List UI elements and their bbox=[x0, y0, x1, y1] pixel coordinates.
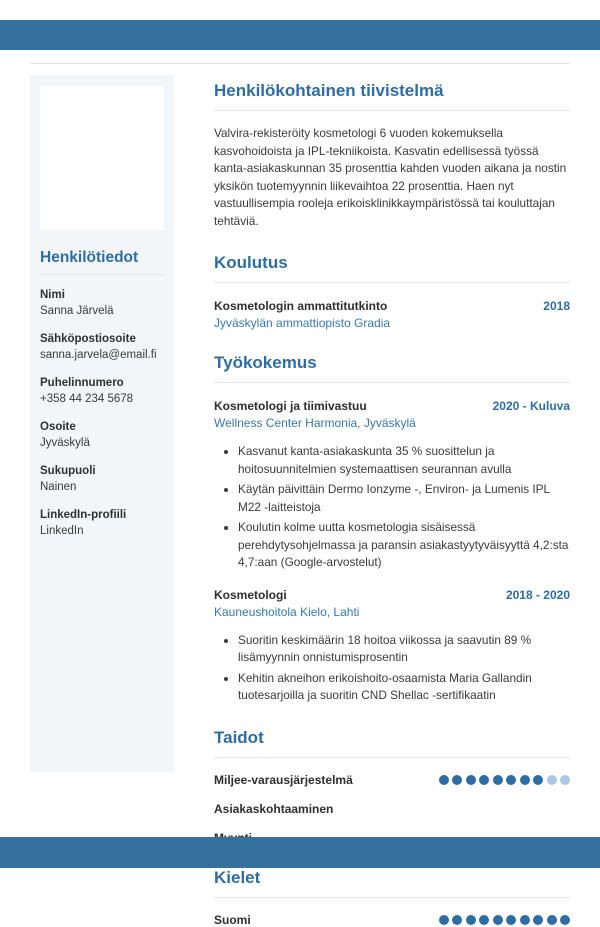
job-title: Kosmetologi ja tiimivastuu bbox=[214, 399, 367, 413]
field-label: Nimi bbox=[40, 289, 65, 301]
field-name bbox=[40, 289, 164, 319]
section-languages bbox=[214, 868, 570, 927]
skill-name: Asiakaskohtaaminen bbox=[214, 801, 334, 816]
entry-date: 2020 - Kuluva bbox=[492, 399, 570, 413]
section-title: Kielet bbox=[214, 868, 570, 898]
company-name: Wellness Center Harmonia, Jyväskylä bbox=[214, 416, 416, 430]
field-address bbox=[40, 421, 164, 451]
section-education bbox=[214, 253, 570, 330]
content-columns bbox=[30, 75, 570, 927]
summary-text: Valvira-rekisteröity kosmetologi 6 vuoden kokemuksella kasvohoidoista ja IPL-tekniikoista. Kasvatin edellisessä työssä kanta-asiakaskunnan 35 prosenttia kahden vuoden aikana ja nostin yksikön tuotemyynnin liikevaihtoa 22 prosenttia. Haen nyt vastuullisempia rooleja erikoisklinikkaympäristössä tai kouluttajan tehtäviä. bbox=[214, 126, 567, 228]
section-skills bbox=[214, 728, 570, 845]
entry-head bbox=[214, 299, 570, 313]
entry-head bbox=[214, 399, 570, 413]
job-bullets bbox=[214, 632, 570, 705]
section-title: Koulutus bbox=[214, 253, 570, 283]
field-label: Sähköpostiosoite bbox=[40, 333, 136, 345]
entry-date: 2018 bbox=[543, 299, 570, 313]
skill-rating-dots bbox=[439, 775, 571, 785]
school-name: Jyväskylän ammattiopisto Gradia bbox=[214, 316, 391, 330]
field-value: Jyväskylä bbox=[40, 437, 90, 449]
section-summary bbox=[214, 81, 570, 230]
field-label: Sukupuoli bbox=[40, 465, 96, 477]
field-label: Puhelinnumero bbox=[40, 377, 124, 389]
profile-photo-placeholder bbox=[40, 86, 164, 230]
field-label: LinkedIn-profiili bbox=[40, 509, 127, 521]
job-title: Kosmetologi bbox=[214, 587, 287, 602]
skill-row bbox=[214, 802, 570, 816]
job-bullet: • Kehitin akneihon erikoishoito-osaamista Maria Gallandin tuotesarjoilla ja suoritin CND Shellac -sertifikaatin bbox=[238, 670, 570, 705]
language-name: Suomi bbox=[214, 912, 251, 927]
section-title: Työkokemus bbox=[214, 353, 570, 383]
degree-title: Kosmetologin ammattitutkinto bbox=[214, 299, 388, 313]
section-title: Taidot bbox=[214, 728, 570, 758]
skill-name: Miljee-varausjärjestelmä bbox=[214, 772, 353, 787]
company-name: Kauneushoitola Kielo, Lahti bbox=[214, 604, 360, 619]
field-gender bbox=[40, 465, 164, 495]
entry-head bbox=[214, 588, 570, 602]
job-bullet: • Käytän päivittäin Dermo Ionzyme -, Environ- ja Lumenis IPL M22 -laitteistoja bbox=[238, 481, 570, 516]
sidebar-title: Henkilötiedot bbox=[40, 249, 164, 275]
job-bullet: • Suoritin keskimäärin 18 hoitoa viikossa ja saavutin 89 % lisämyynnin onnistumisprosentin bbox=[238, 632, 570, 667]
field-label: Osoite bbox=[40, 421, 76, 433]
language-rating-dots bbox=[439, 915, 571, 925]
name-divider bbox=[30, 63, 570, 64]
experience-entry bbox=[214, 399, 570, 572]
cv-page bbox=[0, 20, 600, 927]
job-bullet: • Koulutin kolme uutta kosmetologia sisäisessä perehdytysohjelmassa ja paransin asiakastyytyväisyyttä 4,2:sta 4,7:aan (Google-arvostelut) bbox=[238, 519, 570, 572]
entry-date: 2018 - 2020 bbox=[505, 587, 570, 602]
field-value: +358 44 234 5678 bbox=[40, 393, 134, 405]
field-value: LinkedIn bbox=[40, 525, 84, 537]
skill-row bbox=[214, 773, 570, 787]
field-email bbox=[40, 333, 164, 363]
field-linkedin bbox=[40, 509, 164, 539]
field-phone bbox=[40, 377, 164, 407]
section-title: Henkilökohtainen tiivistelmä bbox=[214, 81, 570, 111]
field-value: Nainen bbox=[40, 481, 77, 493]
job-bullets bbox=[214, 443, 570, 572]
bottom-accent-bar bbox=[0, 837, 600, 868]
language-row bbox=[214, 913, 570, 927]
job-bullet: • Kasvanut kanta-asiakaskunta 35 % suosittelun ja hoitosuunnitelmien systemaattisen seurannan avulla bbox=[238, 443, 570, 478]
sidebar bbox=[30, 75, 174, 772]
field-value: Sanna Järvelä bbox=[40, 305, 114, 317]
section-experience bbox=[214, 353, 570, 705]
top-accent-bar bbox=[0, 20, 600, 50]
education-entry bbox=[214, 299, 570, 330]
experience-entry bbox=[214, 588, 570, 705]
field-value: sanna.jarvela@email.fi bbox=[40, 349, 157, 361]
main-column bbox=[214, 75, 570, 927]
